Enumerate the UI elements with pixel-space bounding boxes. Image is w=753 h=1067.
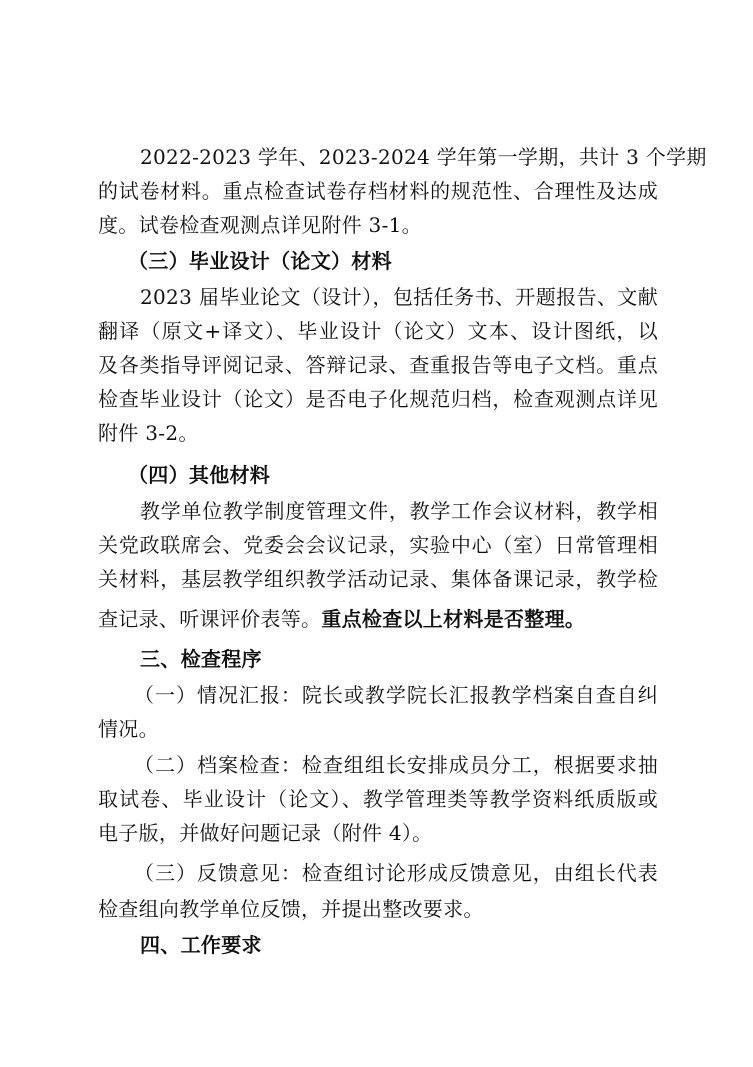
paragraph-line: 电子版，并做好问题记录（附件 4）。 (98, 821, 433, 845)
paragraph-line: （一）情况汇报：院长或教学院长汇报教学档案自查自纠 (134, 683, 658, 707)
paragraph-line: 附件 3-2。 (98, 421, 199, 445)
paragraph-line: 翻译（原文+译文）、毕业设计（论文）文本、设计图纸，以 (98, 319, 658, 343)
paragraph-line: 度。试卷检查观测点详见附件 3-1。 (98, 213, 422, 237)
section-heading: 四、工作要求 (140, 933, 262, 957)
paragraph-line: 及各类指导评阅记录、答辩记录、查重报告等电子文档。重点 (98, 353, 658, 377)
paragraph-line: 检查组向教学单位反馈，并提出整改要求。 (98, 897, 484, 921)
paragraph-line: 2023 届毕业论文（设计），包括任务书、开题报告、文献 (140, 285, 658, 309)
paragraph-line: 关材料，基层教学组织教学活动记录、集体备课记录，教学检 (98, 567, 658, 591)
section-heading: 三、检查程序 (140, 647, 262, 671)
paragraph-line: （三）反馈意见：检查组讨论形成反馈意见，由组长代表 (134, 861, 658, 885)
paragraph-line: （二）档案检查：检查组组长安排成员分工，根据要求抽 (134, 753, 658, 777)
paragraph-line: 检查毕业设计（论文）是否电子化规范归档，检查观测点详见 (98, 387, 658, 411)
paragraph-text: 查记录、听课评价表等。 (98, 607, 322, 631)
emphasis-text: 重点检查以上材料是否整理。 (321, 607, 586, 631)
subsection-heading: （三）毕业设计（论文）材料 (128, 249, 392, 273)
paragraph-line: 2022-2023 学年、2023-2024 学年第一学期，共计 3 个学期 (140, 145, 707, 169)
subsection-heading: （四）其他材料 (128, 463, 271, 487)
paragraph-line: 的试卷材料。重点检查试卷存档材料的规范性、合理性及达成 (98, 179, 658, 203)
paragraph-line: 关党政联席会、党委会会议记录，实验中心（室）日常管理相 (98, 533, 658, 557)
paragraph-line: 取试卷、毕业设计（论文）、教学管理类等教学资料纸质版或 (98, 787, 658, 811)
paragraph-line: 情况。 (98, 717, 159, 741)
paragraph-line (98, 606, 658, 632)
paragraph-line: 教学单位教学制度管理文件，教学工作会议材料，教学相 (140, 499, 658, 523)
